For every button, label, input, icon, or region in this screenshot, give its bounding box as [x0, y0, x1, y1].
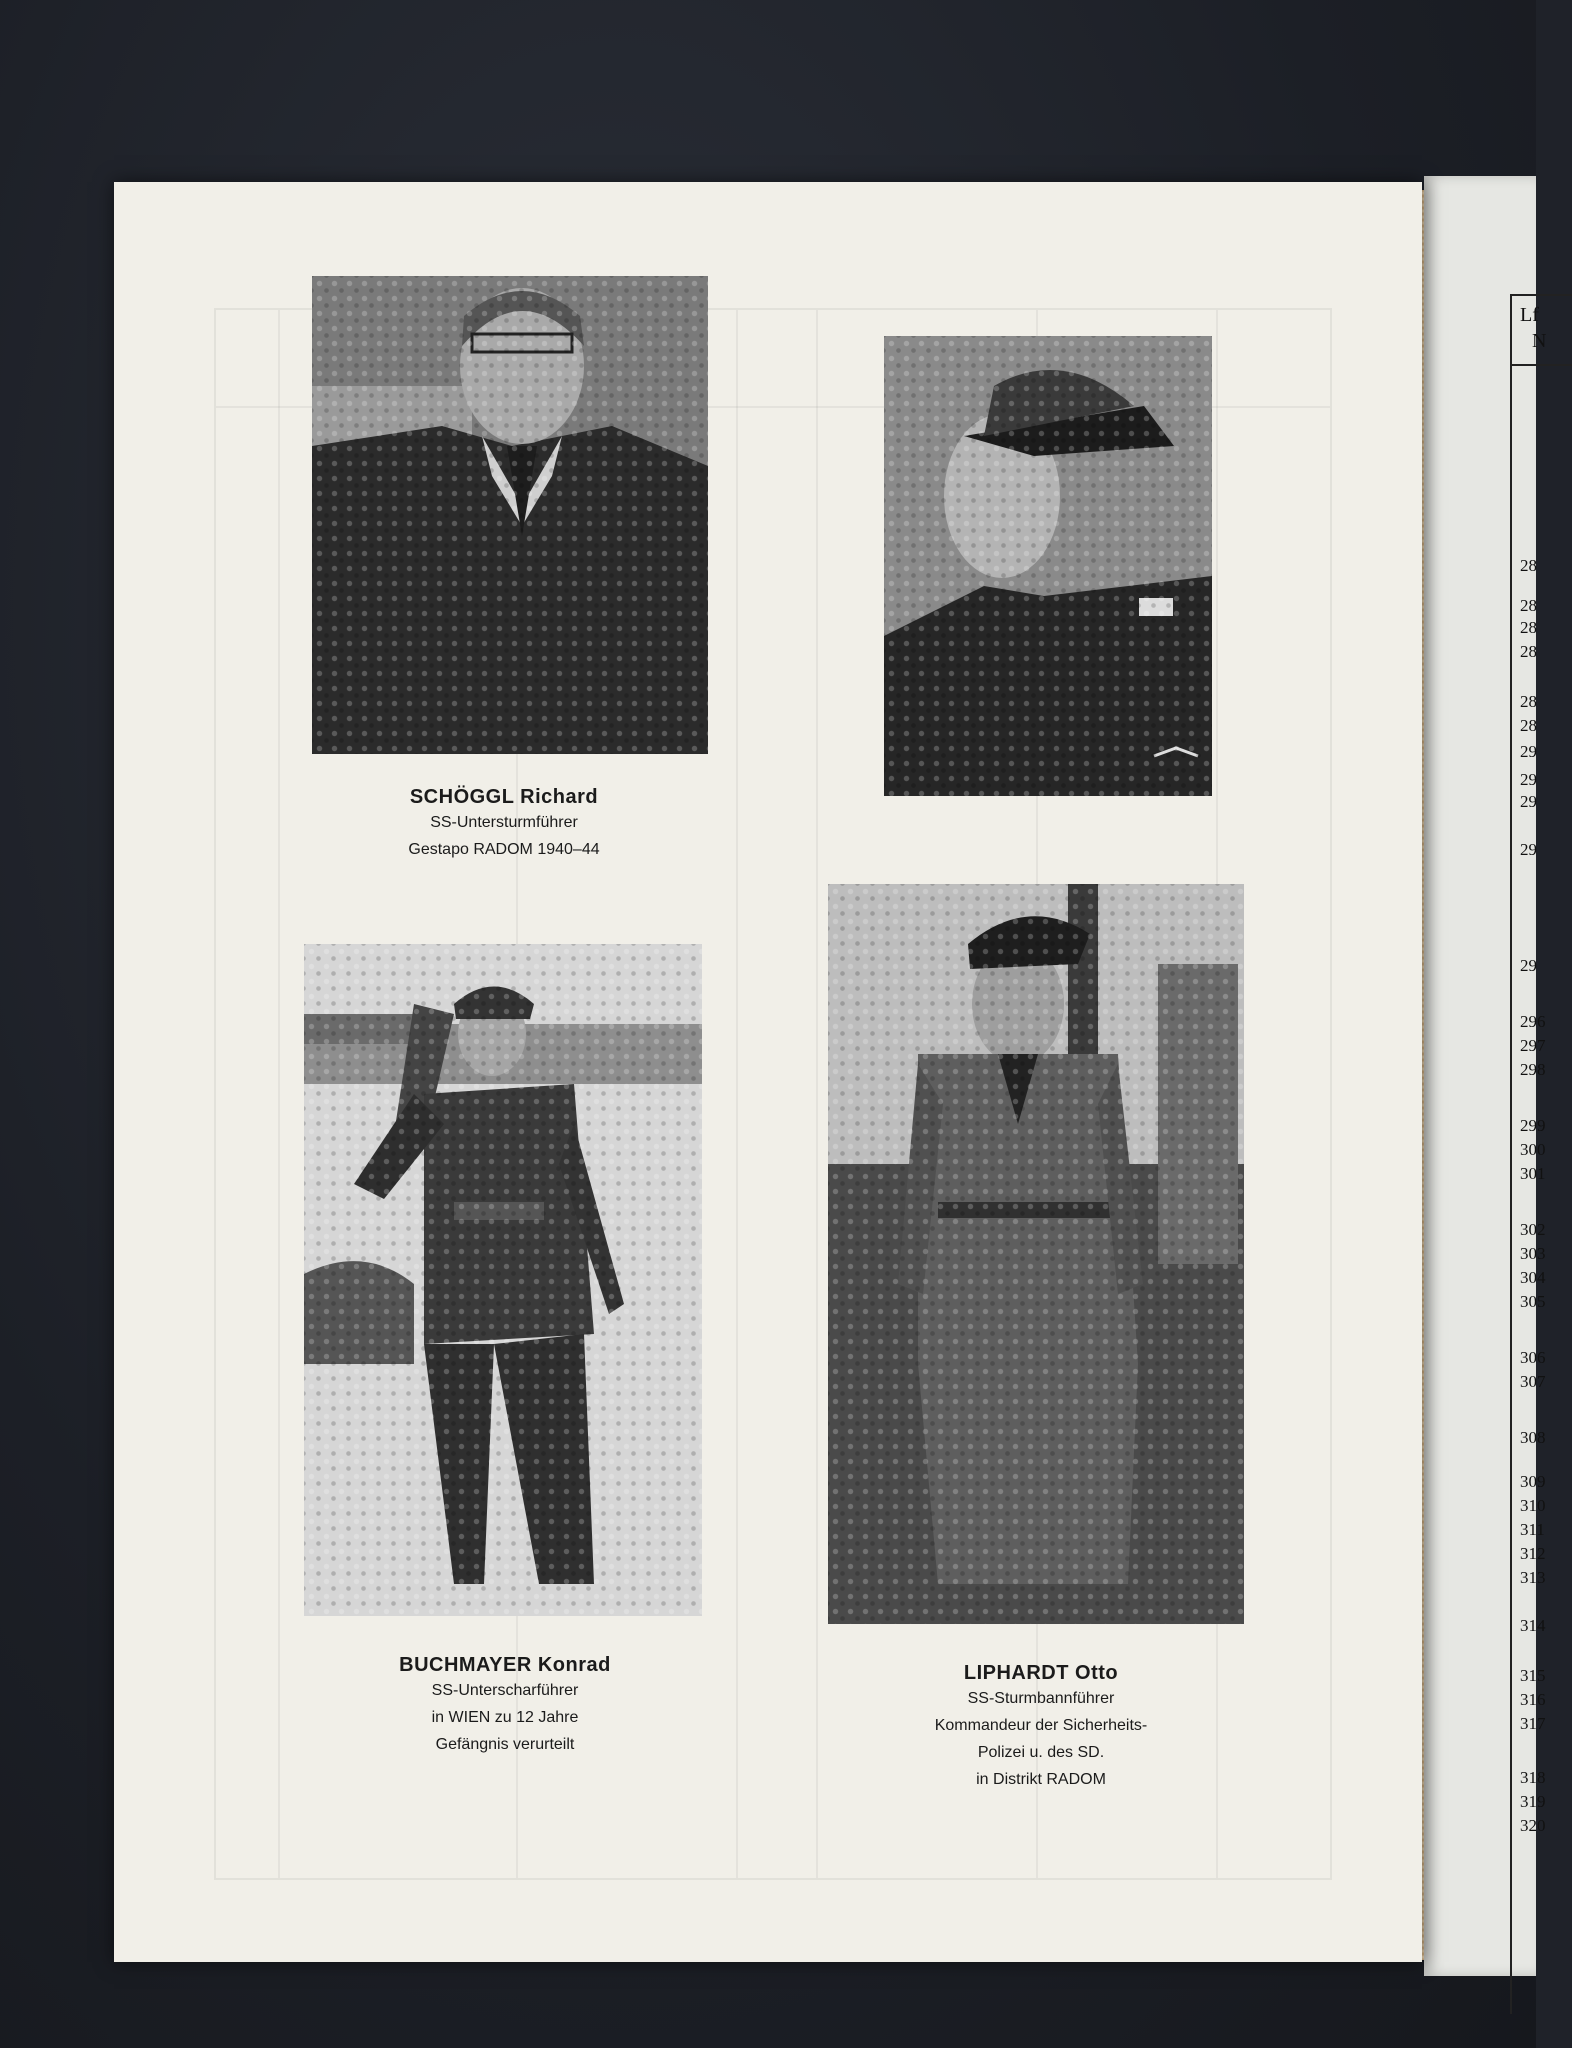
facing-row-number: 300: [1520, 1140, 1546, 1159]
buchmayer-surname: BUCHMAYER: [399, 1654, 532, 1676]
photo-schoeggl: [312, 276, 708, 754]
facing-row-number: 29: [1520, 956, 1537, 975]
facing-row-number: 308: [1520, 1428, 1546, 1447]
facing-row-number: 318: [1520, 1768, 1546, 1787]
facing-row-number: 29: [1520, 792, 1537, 811]
facing-row-number: 307: [1520, 1372, 1546, 1391]
facing-row-number: 305: [1520, 1292, 1546, 1311]
facing-row-number: 28: [1520, 618, 1537, 637]
schoeggl-given-name: Richard: [520, 786, 599, 808]
facing-row-number: 29: [1520, 742, 1537, 761]
facing-row-number: 29: [1520, 840, 1537, 859]
facing-row-number: 302: [1520, 1220, 1546, 1239]
facing-row-number: 313: [1520, 1568, 1546, 1587]
facing-row-number: 309: [1520, 1472, 1546, 1491]
facing-row-number: 304: [1520, 1268, 1546, 1287]
liphardt-district: in Distrikt RADOM: [976, 1771, 1106, 1788]
facing-page-table-header: [1512, 294, 1572, 366]
facing-page: [1424, 176, 1547, 1976]
schoeggl-posting: Gestapo RADOM 1940–44: [408, 841, 600, 858]
facing-header-n: N: [1532, 330, 1547, 352]
facing-header-lf: Lf: [1520, 304, 1539, 326]
facing-row-number: 317: [1520, 1714, 1546, 1733]
facing-row-number: 315: [1520, 1666, 1546, 1685]
caption-liphardt: [866, 1662, 1216, 1793]
buchmayer-given-name: Konrad: [537, 1654, 611, 1676]
photo-buchmayer: [304, 944, 702, 1616]
facing-row-number: 316: [1520, 1690, 1546, 1709]
caption-liphardt-name: [866, 1662, 1216, 1685]
facing-row-number: 28: [1520, 716, 1537, 735]
photo-liphardt: [828, 884, 1244, 1624]
caption-buchmayer: [330, 1654, 680, 1758]
buchmayer-sentence-line-1: in WIEN zu 12 Jahre: [431, 1709, 579, 1726]
facing-row-number: 28: [1520, 642, 1537, 661]
facing-page-table: [1510, 294, 1572, 2014]
schoeggl-rank: SS-Untersturmführer: [430, 814, 578, 831]
facing-row-number: 296: [1520, 1012, 1546, 1031]
facing-row-number: 28: [1520, 692, 1537, 711]
facing-row-number: 310: [1520, 1496, 1546, 1515]
schoeggl-surname: SCHÖGGL: [409, 786, 515, 808]
facing-row-number: 312: [1520, 1544, 1546, 1563]
facing-row-number: 306: [1520, 1348, 1546, 1367]
buchmayer-sentence-line-2: Gefängnis verurteilt: [435, 1736, 575, 1753]
facing-row-number: 297: [1520, 1036, 1546, 1055]
liphardt-given-name: Otto: [1075, 1662, 1119, 1684]
caption-buchmayer-name: [330, 1654, 680, 1677]
liphardt-role-line-1: Kommandeur der Sicherheits-: [934, 1717, 1148, 1734]
facing-row-number: 301: [1520, 1164, 1546, 1183]
facing-row-number: 298: [1520, 1060, 1546, 1079]
liphardt-role-line-2: Polizei u. des SD.: [977, 1744, 1105, 1761]
buchmayer-rank: SS-Unterscharführer: [431, 1682, 579, 1699]
facing-row-number: 299: [1520, 1116, 1546, 1135]
caption-schoeggl-name: [334, 786, 674, 809]
liphardt-surname: LIPHARDT: [963, 1662, 1069, 1684]
facing-row-number: 303: [1520, 1244, 1546, 1263]
facing-row-number: 311: [1520, 1520, 1545, 1539]
photo-officer-profile: [884, 336, 1212, 796]
facing-row-number: 320: [1520, 1816, 1546, 1835]
facing-row-number: 319: [1520, 1792, 1546, 1811]
facing-row-number: 28: [1520, 556, 1537, 575]
liphardt-rank: SS-Sturmbannführer: [967, 1690, 1115, 1707]
facing-row-number: 28: [1520, 596, 1537, 615]
facing-row-number: 29: [1520, 770, 1537, 789]
caption-schoeggl: [334, 786, 674, 863]
facing-row-number: 314: [1520, 1616, 1546, 1635]
